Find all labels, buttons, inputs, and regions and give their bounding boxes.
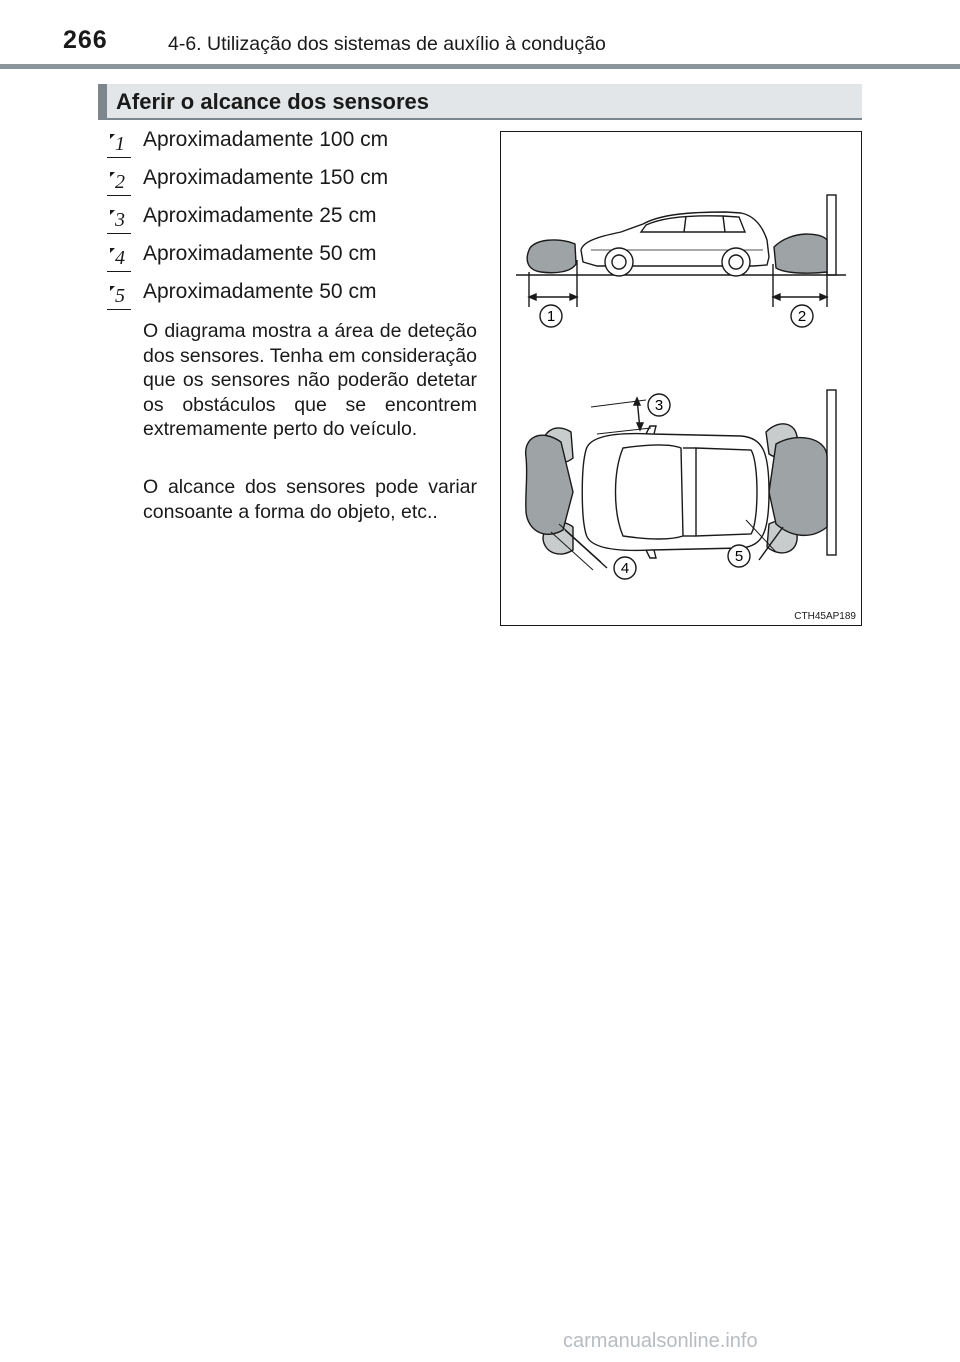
item-label: Aproximadamente 150 cm (143, 166, 389, 189)
header-divider (0, 64, 960, 69)
sensor-range-diagram (501, 132, 863, 627)
front-sensor-zone (527, 240, 576, 273)
callout-1-label: 1 (546, 308, 556, 325)
watermark: carmanualsonline.info (563, 1330, 758, 1352)
page-number: 266 (63, 26, 108, 54)
item-number: 2 (107, 172, 133, 196)
list-item (107, 204, 467, 234)
section-title: Aferir o alcance dos sensores (116, 89, 430, 114)
rear-wheel-icon (722, 248, 750, 276)
wall-icon (827, 195, 836, 275)
wall-icon (827, 390, 836, 555)
rear-center-zone (769, 438, 827, 536)
callout-5-label: 5 (734, 548, 744, 565)
item-number: 3 (107, 210, 133, 234)
list-item (107, 242, 467, 272)
section-heading-band (98, 84, 862, 120)
car-top-icon (582, 434, 769, 551)
body-paragraph: O alcance dos sensores pode variar consoante a forma do objeto, etc.. (143, 476, 477, 523)
callout-2-label: 2 (797, 308, 807, 325)
list-item (107, 280, 467, 310)
figure-code: CTH45AP189 (794, 611, 856, 622)
list-item (107, 128, 467, 158)
top-view (526, 390, 836, 579)
side-view (516, 195, 846, 327)
list-item (107, 166, 467, 196)
item-number: 5 (107, 286, 133, 310)
rear-sensor-zone (774, 234, 827, 273)
section-heading-accent (98, 84, 107, 118)
item-label: Aproximadamente 50 cm (143, 242, 377, 265)
mirror-icon (646, 550, 656, 558)
body-paragraph: O diagrama mostra a área de deteção dos sensores. Tenha em consideração que os sensores não poderão detetar os obstáculos que se encontrem extremamente perto do veículo. (143, 320, 477, 441)
item-label: Aproximadamente 50 cm (143, 280, 377, 303)
chapter-title: 4-6. Utilização dos sistemas de auxílio à condução (168, 33, 606, 55)
mirror-icon (646, 426, 656, 434)
item-number: 1 (107, 134, 133, 158)
callout-3-label: 3 (654, 397, 664, 414)
item-label: Aproximadamente 25 cm (143, 204, 377, 227)
sensor-range-figure (500, 131, 862, 626)
item-number: 4 (107, 248, 133, 272)
front-wheel-icon (605, 248, 633, 276)
item-label: Aproximadamente 100 cm (143, 128, 389, 151)
callout-4-label: 4 (620, 560, 630, 577)
